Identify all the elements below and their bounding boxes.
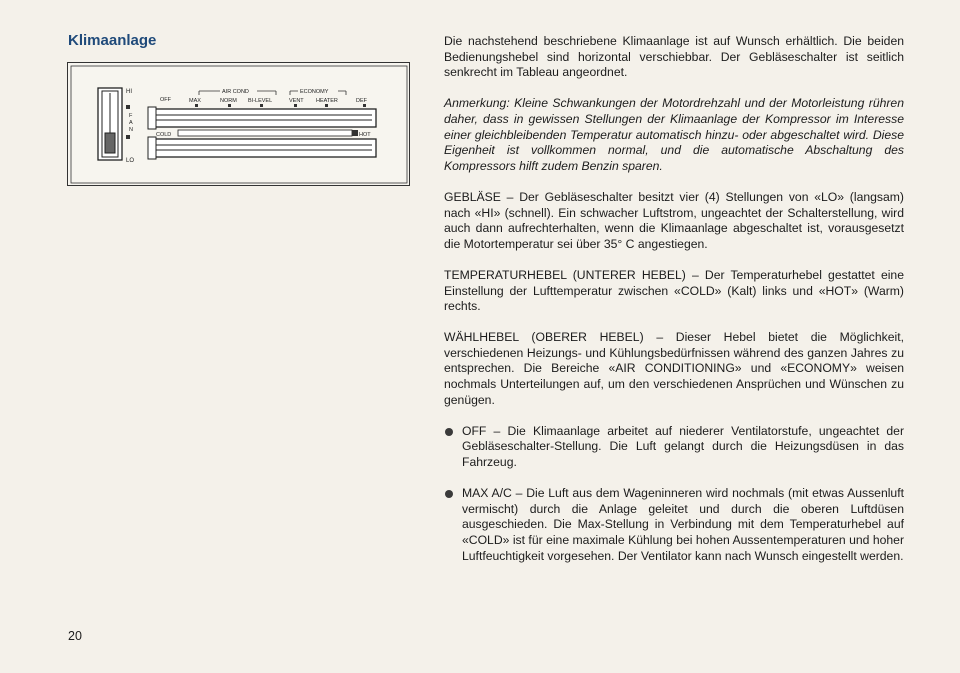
hot-label: HOT bbox=[359, 132, 371, 138]
bullet-dot-icon bbox=[445, 428, 453, 436]
fan-letter: A bbox=[129, 120, 133, 126]
hi-label: HI bbox=[126, 89, 132, 95]
cold-label: COLD bbox=[156, 132, 172, 138]
norm-label: NORM bbox=[220, 98, 237, 104]
control-panel-diagram bbox=[67, 62, 410, 186]
intro-paragraph: Die nachstehend beschriebene Klimaanlage ist auf Wunsch erhältlich. Die beiden Bedienungshebel sind horizontal verschiebbar. Der Gebläseschalter ist seitlich senkrecht im Tableau angeordnet. bbox=[444, 34, 904, 80]
bullet-text: OFF – Die Klimaanlage arbeitet auf niederer Ventilatorstufe, ungeachtet der Gebläseschalter-Stellung. Die Luft gelangt durch die Heizungsdüsen in das Fahrzeug. bbox=[462, 423, 904, 470]
economy-label: ECONOMY bbox=[300, 89, 329, 95]
bullet-text: MAX A/C – Die Luft aus dem Wageninneren wird nochmals (mit etwas Aussenluft vermischt) durch die Anlage geleitet und durch die oberen Luftdüsen ausgeschieden. Die Max-Stellung in Verbindung mit dem Temperaturhebel auf «COLD» ist für eine maximale Kühlung bei hohen Aussentemperaturen und hoher Luftfeuchtigkeit vorgesehen. Der Ventilator kann nach Wunsch eingestellt werden. bbox=[462, 486, 904, 563]
text-column bbox=[444, 34, 904, 580]
page-number: 20 bbox=[68, 629, 82, 643]
note-paragraph: Anmerkung: Kleine Schwankungen der Motordrehzahl und der Motorleistung rühren daher, dass in gewissen Stellungen der Klimaanlage der Kompressor im Interesse einer gleichbleibenden Temperatur automatisch hinzu- oder abgeschaltet wird. Diese Eigenheit ist vollkommen normal, und die automatische Abschaltung des Kompressors hilft zudem Benzin sparen. bbox=[444, 96, 904, 173]
fan-switch-knob bbox=[105, 133, 115, 153]
temperatur-paragraph: TEMPERATURHEBEL (UNTERER HEBEL) – Der Temperaturhebel gestattet eine Einstellung der Lufttemperatur zwischen «COLD» (Kalt) links und «HOT» (Warm) rechts. bbox=[444, 267, 904, 314]
waehlhebel-paragraph: WÄHLHEBEL (OBERER HEBEL) – Dieser Hebel bietet die Möglichkeit, verschiedenen Heizungs- und Kühlungsbedürfnissen während des ganzen Jahres zu entsprechen. Die Bereiche «AIR CONDITIONING» und «ECONOMY» weisen nochmals Unterteilungen auf, um den verschiedenen Ansprüchen und Wünschen zu genügen. bbox=[444, 330, 904, 407]
bullet-max-ac bbox=[444, 486, 904, 564]
temperature-lever-knob bbox=[148, 137, 156, 159]
vent-label: VENT bbox=[289, 98, 304, 104]
control-panel-svg bbox=[68, 63, 411, 187]
bullet-dot-icon bbox=[445, 490, 453, 498]
lo-label: LO bbox=[126, 158, 135, 164]
selector-lever-knob bbox=[148, 107, 156, 129]
max-label: MAX bbox=[189, 98, 201, 104]
off-label: OFF bbox=[160, 97, 171, 103]
bullet-off bbox=[444, 424, 904, 471]
air-cond-label: AIR COND bbox=[222, 89, 249, 95]
heater-label: HEATER bbox=[316, 98, 338, 104]
bi-level-label: BI-LEVEL bbox=[248, 98, 273, 104]
fan-dot bbox=[126, 105, 130, 109]
selector-lever-slot bbox=[150, 109, 376, 127]
fan-letter: F bbox=[129, 113, 133, 119]
temperature-gradient-bar bbox=[178, 130, 352, 136]
page-title: Klimaanlage bbox=[68, 32, 157, 49]
geblaese-paragraph: GEBLÄSE – Der Gebläseschalter besitzt vier (4) Stellungen von «LO» (langsam) nach «HI» (schnell). Ein schwacher Luftstrom, ungeachtet der Schalterstellung, wird auch dann aufrechterhalten, wenn die Klimaanlage abgeschaltet ist, vorausgesetzt die Motortemperatur sei über 35° C angestiegen. bbox=[444, 189, 904, 251]
fan-letter: N bbox=[129, 127, 133, 133]
temperature-lever-slot bbox=[150, 139, 376, 157]
def-label: DEF bbox=[356, 98, 367, 104]
fan-dot bbox=[126, 135, 130, 139]
